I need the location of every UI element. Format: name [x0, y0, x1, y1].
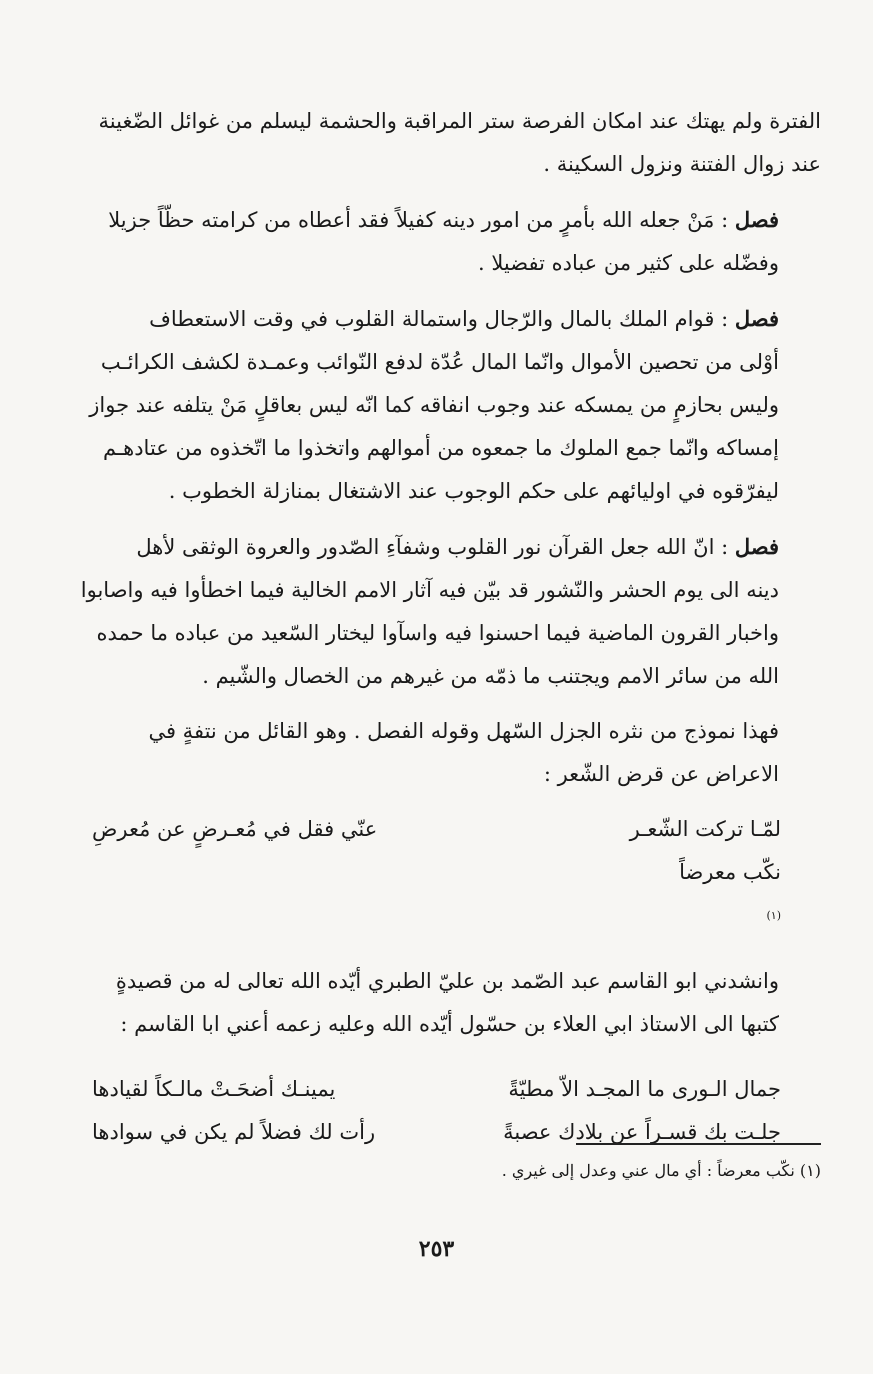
- verse-first-hemistich: [450, 808, 781, 942]
- footnote-divider: [576, 1143, 821, 1145]
- paragraph-5: [52, 710, 821, 796]
- verse-first-hemistich: جلـت بك قسـراً عن بلادك عصبةً: [503, 1120, 781, 1144]
- footnote-marker: (١): [766, 909, 781, 922]
- paragraph-4: [52, 525, 821, 698]
- section-heading: فصل: [734, 534, 779, 559]
- paragraph-2: [52, 198, 821, 285]
- text-line: : مَنْ جعله الله بأمرٍ من امور دينه كفيلاً فقد أعطاه من كرامته حظّاً جزيلا: [108, 208, 735, 232]
- footnote: (١) نكّب معرضاً : أي مال عني وعدل إلى غيري .: [501, 1161, 821, 1180]
- text-line: دينه الى يوم الحشر والنّشور قد بيّن فيه آثار الامم الخالية فيما اخطأوا فيه واصابوا: [80, 578, 779, 602]
- text-line: الله من سائر الامم ويجتنب ما ذمّه من غيرهم من الخصال والشّيم .: [202, 664, 779, 688]
- verse-second-hemistich: رأت لك فضلاً لم يكن في سوادها: [92, 1120, 376, 1144]
- text-line: كتبها الى الاستاذ ابي العلاء بن حسّول أيّده الله وعليه زعمه أعني ابا القاسم :: [120, 1012, 779, 1036]
- verse-couplet: [92, 1111, 781, 1154]
- text-line: واخبار القرون الماضية فيما احسنوا فيه واسآوا ليختار السّعيد من عباده ما حمده: [96, 621, 779, 645]
- text-line: ليفرّقوه في اوليائهم على حكم الوجوب عند الاشتغال بمنازلة الخطوب .: [168, 479, 779, 503]
- page-number: ٢٥٣: [418, 1236, 455, 1262]
- text-line: فهذا نموذج من نثره الجزل السّهل وقوله الفصل . وهو القائل من نتفةٍ في: [148, 719, 779, 743]
- verse-second-hemistich: عنّي فقل في مُعـرضٍ عن مُعرضِ: [92, 817, 378, 841]
- paragraph-6: [52, 960, 821, 1046]
- section-heading: فصل: [734, 207, 779, 232]
- paragraph-1: [52, 100, 821, 186]
- verse-couplet: [92, 808, 781, 942]
- text-line: : انّ الله جعل القرآن نور القلوب وشفآءِ الصّدور والعروة الوثقى لأهل: [136, 535, 735, 559]
- text-line: الاعراض عن قرض الشّعر :: [543, 762, 779, 786]
- verse-couplet: [92, 1068, 781, 1111]
- main-text: [52, 100, 821, 1154]
- verse-text: لمّـا تركت الشّعـر نكّب معرضاً: [629, 817, 781, 884]
- text-line: وانشدني ابو القاسم عبد الصّمد بن عليّ الطبري أيّده الله تعالى له من قصيدةٍ: [115, 969, 779, 993]
- verse-second-hemistich: يمينـك أضحَـتْ مالـكاً لقيادها: [92, 1077, 336, 1101]
- poem-verses: [92, 1068, 781, 1154]
- text-line: إمساكه وانّما جمع الملوك ما جمعوه من أموالهم واتخذوا ما اتّخذوه من عتادهـم: [103, 436, 779, 460]
- text-line: الفترة ولم يهتك عند امكان الفرصة ستر المراقبة والحشمة ليسلم من غوائل الضّغينة: [98, 109, 821, 133]
- text-line: أوْلى من تحصين الأموال وانّما المال عُدّة لدفع النّوائب وعمـدة لكشف الكرائـب: [100, 350, 779, 374]
- text-line: عند زوال الفتنة ونزول السكينة .: [543, 152, 821, 176]
- text-line: : قوام الملك بالمال والرّجال واستمالة القلوب في وقت الاستعطاف: [149, 307, 735, 331]
- section-heading: فصل: [734, 306, 779, 331]
- text-line: وفضّله على كثير من عباده تفضيلا .: [478, 251, 779, 275]
- text-line: وليس بحازمٍ من يمسكه عند وجوب انفاقه كما انّه ليس بعاقلٍ مَنْ يتلفه عند جواز: [89, 393, 779, 417]
- paragraph-3: [52, 297, 821, 513]
- verse-first-hemistich: جمال الـورى ما المجـد الاّ مطيّةً: [508, 1077, 781, 1101]
